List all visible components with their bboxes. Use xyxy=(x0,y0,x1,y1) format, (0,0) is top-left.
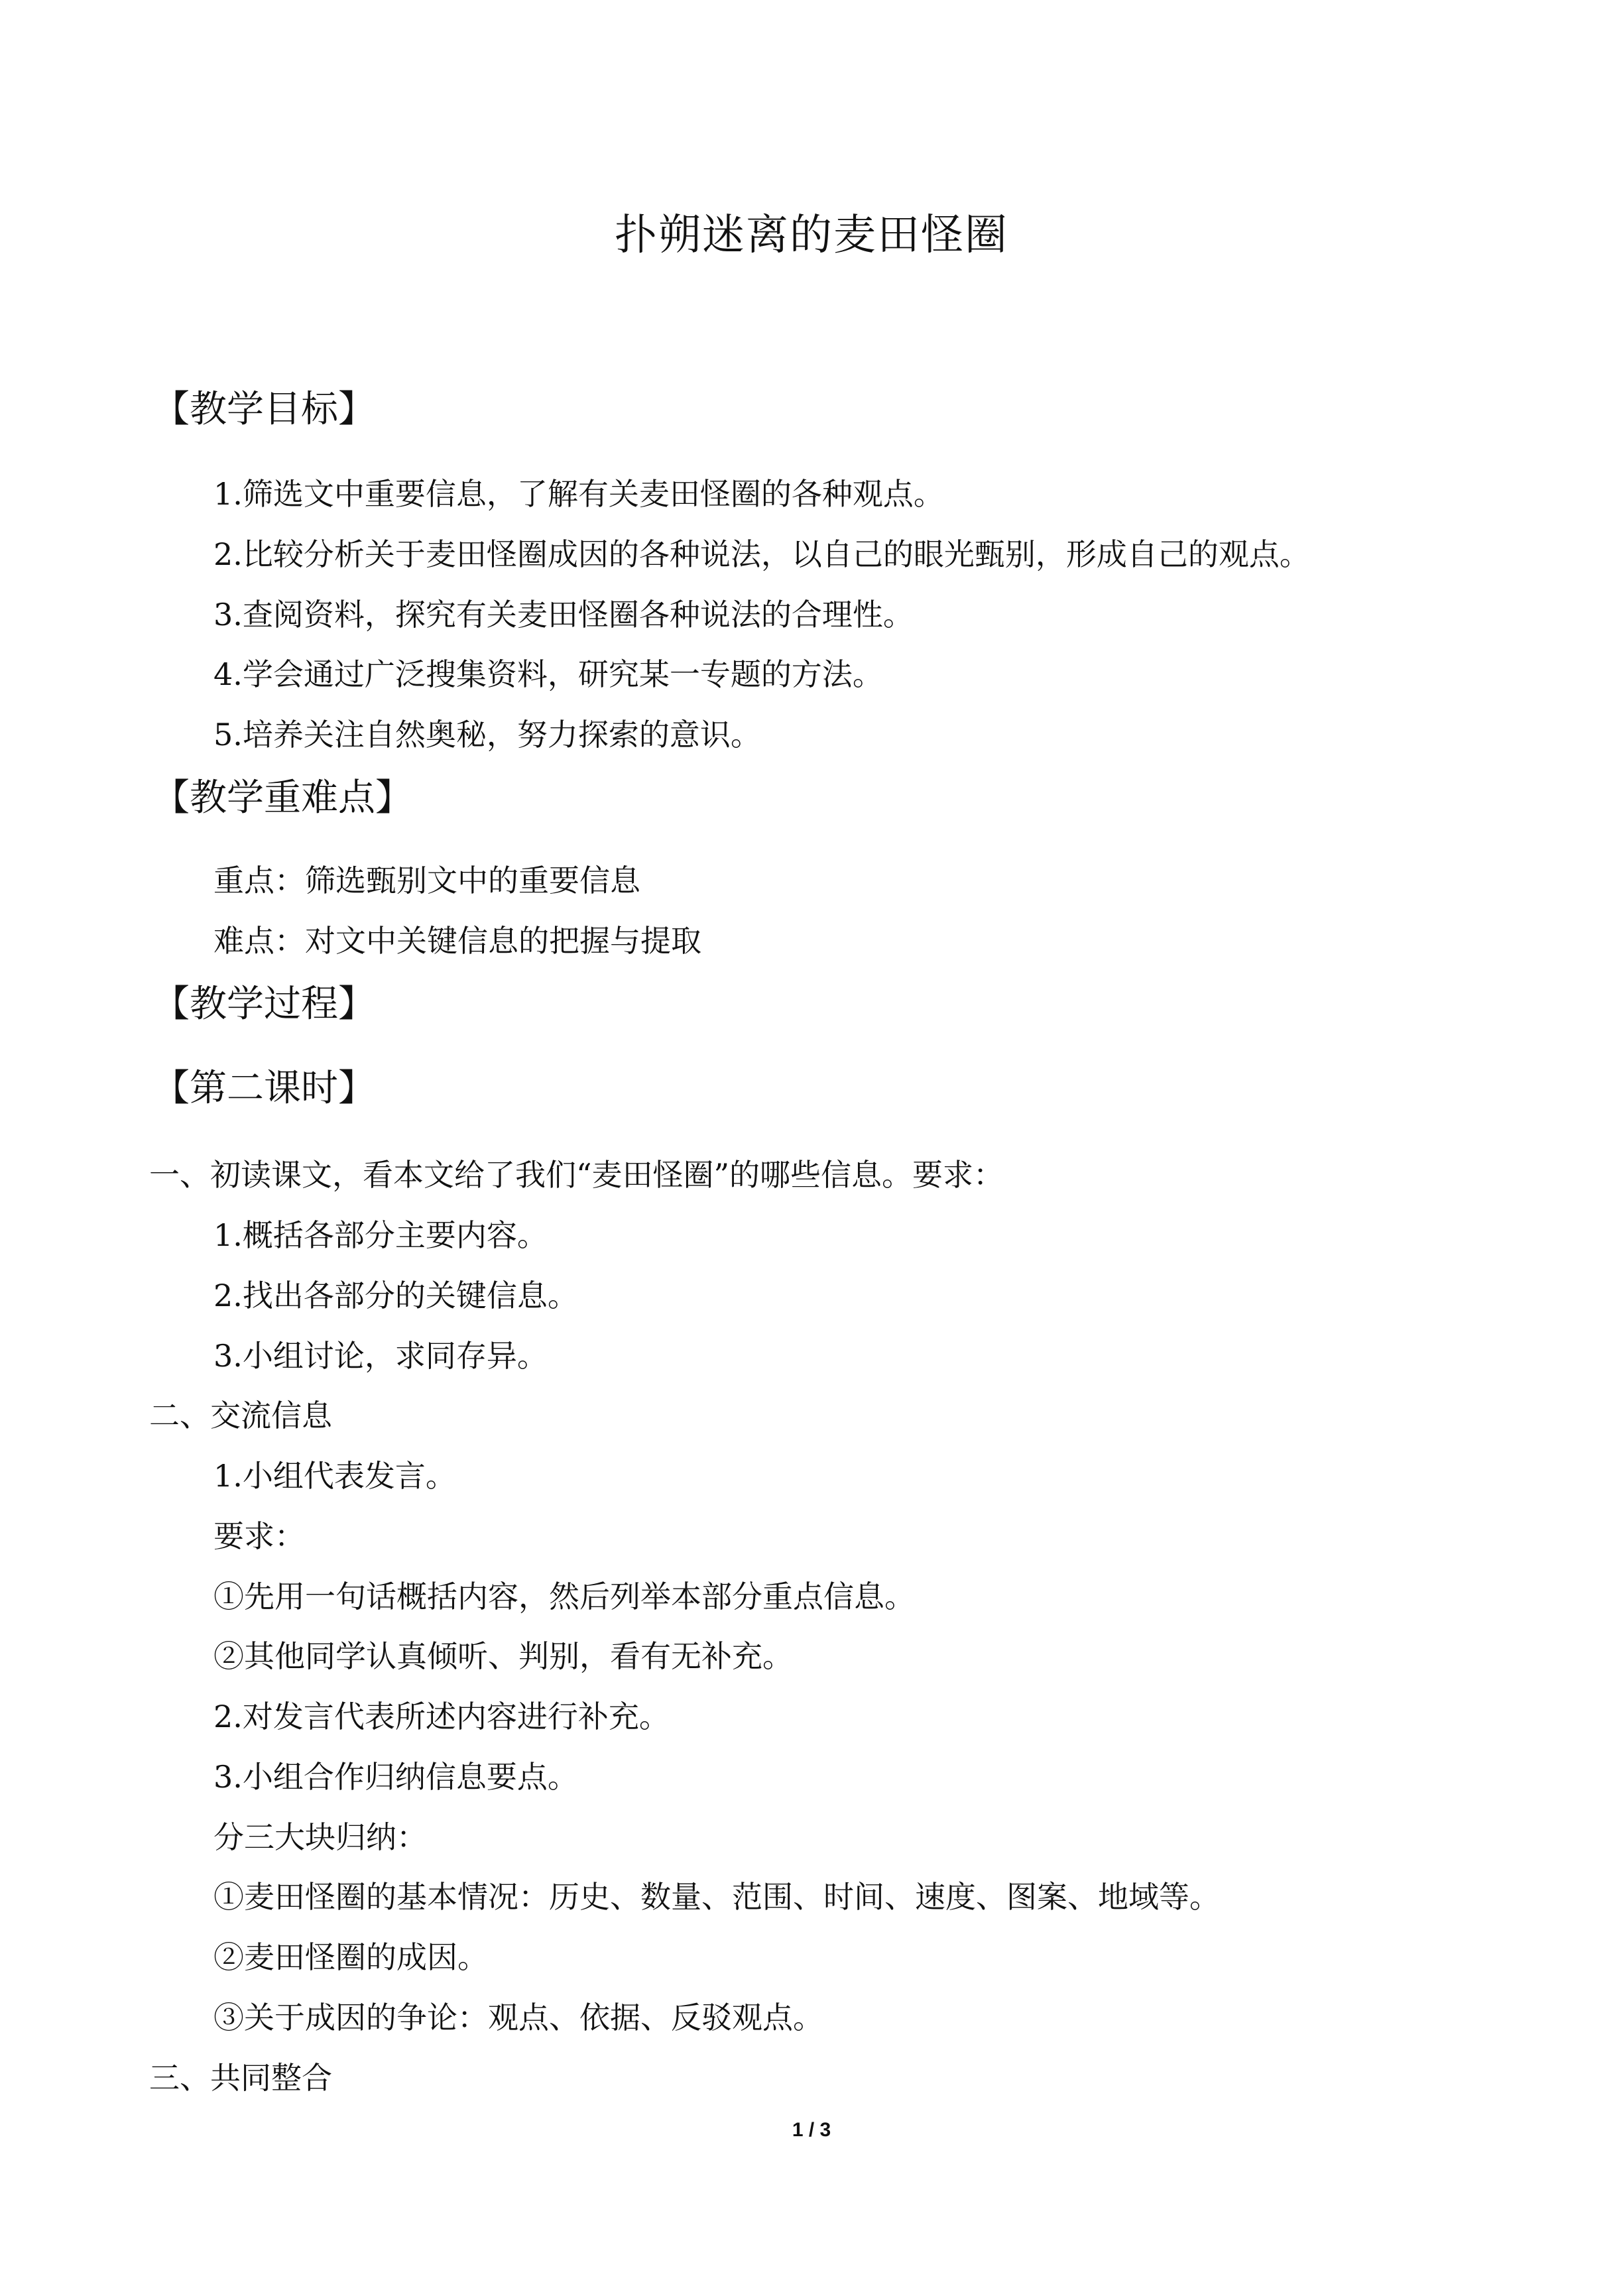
document-title: 扑朔迷离的麦田怪圈 xyxy=(615,211,1008,260)
heading-lesson: 【第二课时】 xyxy=(152,1067,375,1110)
part2-item: 分三大块归纳： xyxy=(213,1819,427,1855)
heading-objectives: 【教学目标】 xyxy=(152,388,375,431)
part2-item: ①麦田怪圈的基本情况：历史、数量、范围、时间、速度、图案、地域等。 xyxy=(213,1879,1220,1915)
objective-item: 3.查阅资料，探究有关麦田怪圈各种说法的合理性。 xyxy=(213,597,914,633)
part2-item: ②麦田怪圈的成因。 xyxy=(213,1939,488,1975)
part1-item: 2.找出各部分的关键信息。 xyxy=(213,1278,578,1313)
part1-item: 3.小组讨论，求同存异。 xyxy=(213,1338,548,1374)
heading-process: 【教学过程】 xyxy=(152,983,375,1026)
key-point-item: 重点：筛选甄别文中的重要信息 xyxy=(213,863,640,898)
part2-item: 3.小组合作归纳信息要点。 xyxy=(213,1759,578,1795)
part2-item: ③关于成因的争论：观点、依据、反驳观点。 xyxy=(213,2000,823,2035)
objective-item: 1.筛选文中重要信息，了解有关麦田怪圈的各种观点。 xyxy=(213,476,944,512)
part2-item: ②其他同学认真倾听、判别，看有无补充。 xyxy=(213,1638,793,1674)
part1-item: 1.概括各部分主要内容。 xyxy=(213,1217,548,1253)
objective-item: 2.比较分析关于麦田怪圈成因的各种说法，以自己的眼光甄别，形成自己的观点。 xyxy=(213,536,1310,572)
part2-item: 1.小组代表发言。 xyxy=(213,1458,456,1494)
part2-item: ①先用一句话概括内容，然后列举本部分重点信息。 xyxy=(213,1579,915,1614)
part2-item: 2.对发言代表所述内容进行补充。 xyxy=(213,1699,670,1734)
objective-item: 5.培养关注自然奥秘，努力探索的意识。 xyxy=(213,717,761,753)
part1-heading: 一、初读课文，看本文给了我们“麦田怪圈”的哪些信息。要求： xyxy=(149,1157,1004,1193)
objective-item: 4.学会通过广泛搜集资料，研究某一专题的方法。 xyxy=(213,656,883,692)
part2-item: 要求： xyxy=(213,1518,305,1554)
part2-heading: 二、交流信息 xyxy=(149,1398,332,1433)
key-point-item: 难点：对文中关键信息的把握与提取 xyxy=(213,923,701,959)
part3-heading: 三、共同整合 xyxy=(149,2060,332,2096)
page-number: 1 / 3 xyxy=(792,2119,831,2141)
heading-key-points: 【教学重难点】 xyxy=(152,776,412,819)
